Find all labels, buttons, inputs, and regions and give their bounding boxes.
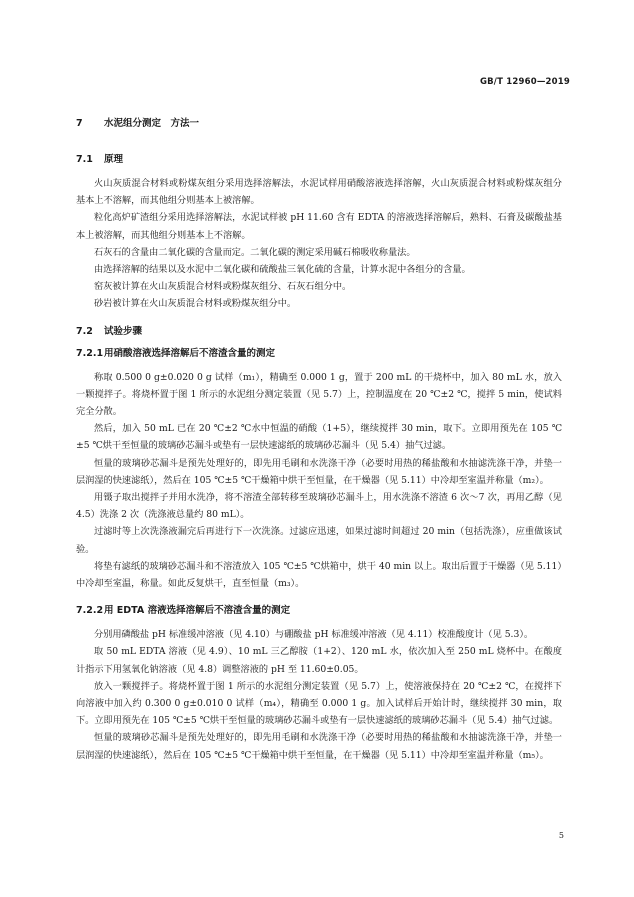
section-number: 7.2.2 [76, 605, 104, 617]
section-title: 水泥组分测定 方法一 [104, 118, 200, 129]
paragraph: 过滤时等上次洗涤液漏完后再进行下一次洗涤。过滤应迅速，如果过滤时间超过 20 min（包括洗涤），应重做该试验。 [76, 526, 562, 555]
section-title: 原理 [104, 154, 124, 165]
paragraph: 分别用磷酸盐 pH 标准缓冲溶液（见 4.10）与硼酸盐 pH 标准缓冲溶液（见 4.11）校准酸度计（见 5.3）。 [94, 629, 534, 641]
paragraph: 砂岩被计算在火山灰质混合材料或粉煤灰组分中。 [94, 298, 297, 310]
standard-number: GB/T 12960—2019 [479, 77, 570, 87]
section-title: 用硝酸溶液选择溶解后不溶渣含量的测定 [104, 347, 276, 359]
paragraph: 将垫有滤纸的玻璃砂芯漏斗和不溶渣放入 105 ℃±5 ℃烘箱中，烘干 40 min 以上。取出后置于干燥器（见 5.11）中冷却至室温，称量。如此反复烘干，直至恒量（m₃）。 [76, 560, 562, 590]
paragraph: 恒量的玻璃砂芯漏斗是预先处理好的，即先用毛刷和水洗涤干净（必要时用热的稀盐酸和水抽滤洗涤干净，并垫一层润湿的快速滤纸），然后在 105 ℃±5 ℃干燥箱中烘干至恒量，在干燥器（见 5.11）中冷却至室温并称量（m₂）。 [76, 457, 562, 486]
paragraph: 取 50 mL EDTA 溶液（见 4.9）、10 mL 三乙醇胺（1+2）、120 mL 水，依次加入至 250 mL 烧杯中。在酸度计指示下用氢氧化钠溶液（见 4.8）调整溶液的 pH 至 11.60±0.05。 [76, 646, 562, 675]
section-title: 用 EDTA 溶液选择溶解后不溶渣含量的测定 [104, 605, 291, 617]
paragraph: 恒量的玻璃砂芯漏斗是预先处理好的，即先用毛刷和水洗涤干净（必要时用热的稀盐酸和水抽滤洗涤干净，并垫一层润湿的快速滤纸），然后在 105 ℃±5 ℃干燥箱中烘干至恒量，在干燥器（见 5.11）中冷却至室温并称量（m₅）。 [76, 732, 562, 761]
section-title: 试验步骤 [104, 325, 143, 337]
section-number: 7 [76, 118, 83, 129]
section-7-2-1-heading [76, 347, 562, 361]
paragraph: 粒化高炉矿渣组分采用选择溶解法，水泥试样被 pH 11.60 含有 EDTA 的溶液选择溶解后，熟料、石膏及碳酸盐基本上被溶解，而其他组分则基本上不溶解。 [76, 212, 562, 241]
paragraph: 石灰石的含量由二氧化碳的含量而定。二氧化碳的测定采用碱石棉吸收称量法。 [94, 246, 416, 258]
section-7-2-2-heading [76, 604, 562, 618]
section-number: 7.2.1 [76, 347, 104, 359]
section-number: 7.1 [76, 154, 93, 165]
paragraph: 用镊子取出搅拌子并用水洗净，将不溶渣全部转移至玻璃砂芯漏斗上，用水洗涤不溶渣 6 次～7 次，再用乙醇（见 4.5）洗涤 2 次（洗涤液总量约 80 mL）。 [76, 492, 562, 521]
section-7-2-heading [76, 325, 562, 339]
paragraph: 由选择溶解的结果以及水泥中二氧化碳和硫酸盐三氧化硫的含量，计算水泥中各组分的含量。 [94, 264, 471, 276]
paragraph: 然后，加入 50 mL 已在 20 ℃±2 ℃水中恒温的硝酸（1+5），继续搅拌 30 min，取下。立即用预先在 105 ℃±5 ℃烘干至恒量的玻璃砂芯漏斗或垫有一层快速滤纸的玻璃砂芯漏斗（见 5.4）抽气过滤。 [76, 423, 562, 452]
paragraph: 窑灰被计算在火山灰质混合材料或粉煤灰组分、石灰石组分中。 [94, 281, 352, 293]
section-7-heading [76, 117, 562, 131]
section-7-1-heading [76, 153, 562, 167]
paragraph: 火山灰质混合材料或粉煤灰组分采用选择溶解法，水泥试样用硝酸溶液选择溶解，火山灰质混合材料或粉煤灰组分基本上不溶解，而其他组分则基本上被溶解。 [76, 178, 562, 207]
page-number: 5 [558, 831, 564, 840]
paragraph: 称取 0.500 0 g±0.020 0 g 试样（m₁），精确至 0.000 1 g，置于 200 mL 的干烧杯中，加入 80 mL 水，放入一颗搅拌子。将烧杯置于图 1 所示的水泥组分测定装置（见 5.7）上，控制温度在 20 ℃±2 ℃，搅拌 5 min，使试料完全分散。 [76, 371, 562, 418]
section-number: 7.2 [76, 325, 93, 337]
paragraph: 放入一颗搅拌子。将烧杯置于图 1 所示的水泥组分测定装置（见 5.7）上，使溶液保持在 20 ℃±2 ℃，在搅拌下向溶液中加入约 0.300 0 g±0.010 0 试样（m₄），精确至 0.000 1 g。加入试样后开始计时，继续搅拌 30 min，取下。立即用预先在 105 ℃±5 ℃烘干至恒量的玻璃砂芯漏斗或垫有一层快速滤纸的玻璃砂芯漏斗（见 5.4）抽气过滤。 [76, 680, 562, 727]
page-content [76, 117, 562, 764]
